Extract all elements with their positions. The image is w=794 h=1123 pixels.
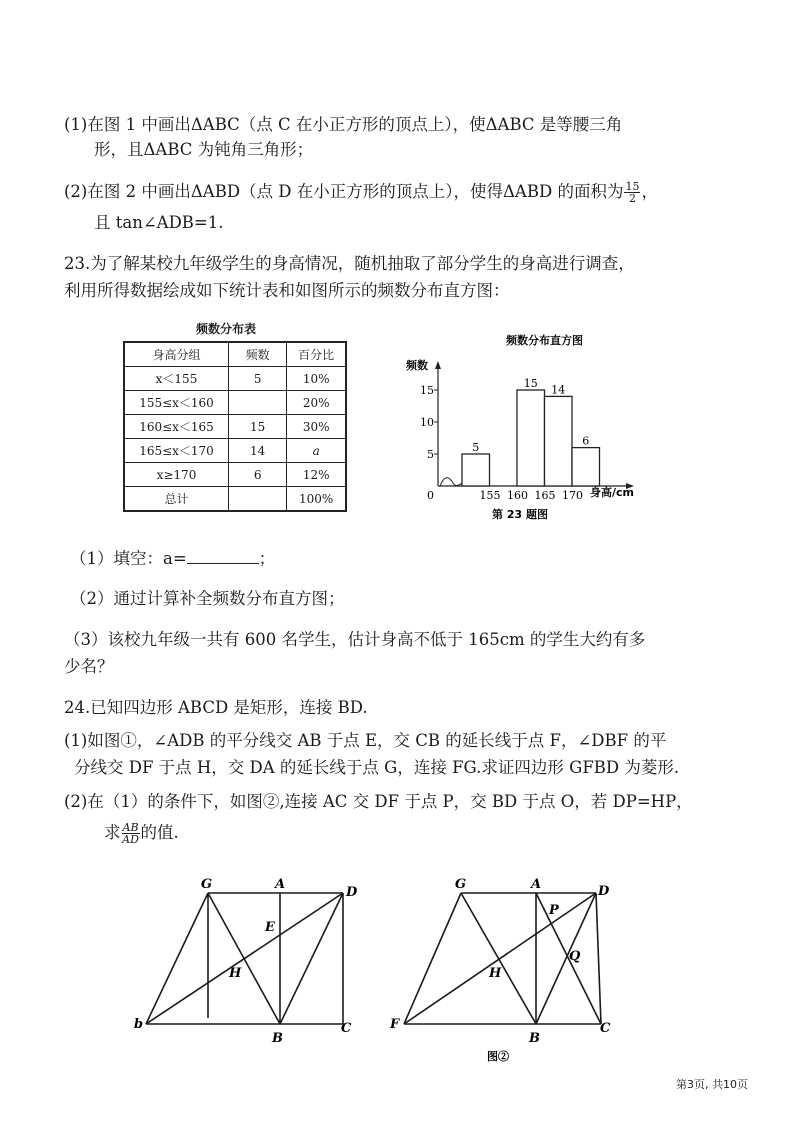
q22-part2-text: (2)在图 2 中画出ΔABD（点 D 在小正方形的顶点上），使得ΔABD 的面积为 xyxy=(64,182,624,201)
frequency-histogram xyxy=(400,325,650,525)
point-label-d: D xyxy=(598,884,610,899)
table-cell: 6 xyxy=(229,463,287,487)
table-cell: 30% xyxy=(287,415,346,439)
point-label-q: Q xyxy=(569,949,581,964)
point-label-b: B xyxy=(529,1031,540,1046)
table-title: 频数分布表 xyxy=(196,322,257,336)
fraction-ab-over-ad: $\frac{AB}{AD}$ xyxy=(122,821,139,846)
table-cell: 15 xyxy=(229,415,287,439)
histogram-bar xyxy=(462,454,490,486)
q24-intro: 24.已知四边形 ABCD 是矩形，连接 BD. xyxy=(64,698,368,717)
table-cell: 14 xyxy=(229,439,287,463)
table-row xyxy=(124,367,346,391)
table-row xyxy=(124,415,346,439)
y-tick-label: 10 xyxy=(420,416,434,429)
table-cell: 165≤x＜170 xyxy=(124,439,229,463)
origin-label: 0 xyxy=(427,489,434,502)
bar-value-label: 5 xyxy=(472,441,480,454)
figure-1-rhombus xyxy=(128,868,368,1048)
y-tick-label: 15 xyxy=(420,384,434,397)
table-cell: x≥170 xyxy=(124,463,229,487)
chart-y-label: 频数 xyxy=(406,359,428,372)
table-cell: 12% xyxy=(287,463,346,487)
point-label-g: G xyxy=(201,877,213,892)
frequency-table xyxy=(123,341,347,512)
q22-part2-line1: (2)在图 2 中画出ΔABD（点 D 在小正方形的顶点上），使得ΔABD 的面积为 $\frac{15}{2}$ ， xyxy=(64,180,658,205)
bar-value-label: 6 xyxy=(582,434,590,448)
q22-part1-line1: (1)在图 1 中画出ΔABC（点 C 在小正方形的顶点上），使ΔABC 是等腰三角 xyxy=(64,115,623,134)
point-label-a: A xyxy=(531,877,542,892)
table-cell: 100% xyxy=(287,487,346,512)
table-header: 频数 xyxy=(229,342,287,367)
q23-sub3-line2: 少名？ xyxy=(64,657,114,676)
x-tick-label: 170 xyxy=(562,489,583,502)
q22-part1-line2: 形，且ΔABC 为钝角三角形； xyxy=(94,140,314,159)
chart-x-label: 身高/cm xyxy=(590,486,634,499)
point-label-d: D xyxy=(346,885,358,900)
q24-part1-line1: (1)如图①，∠ADB 的平分线交 AB 于点 E，交 CB 的延长线于点 F，∠DBF 的平 xyxy=(64,731,667,750)
table-header: 身高分组 xyxy=(124,342,229,367)
q24-part1-line2: 分线交 DF 于点 H，交 DA 的延长线于点 G，连接 FG.求证四边形 GFBD 为菱形. xyxy=(74,758,680,777)
q23-intro-line1: 23.为了解某校九年级学生的身高情况，随机抽取了部分学生的身高进行调查， xyxy=(64,254,635,273)
q24-part2-line1: (2)在（1）的条件下，如图②,连接 AC 交 DF 于点 P，交 BD 于点 O，若 DP=HP， xyxy=(64,792,693,811)
answer-blank[interactable] xyxy=(187,547,259,564)
table-cell xyxy=(229,487,287,512)
table-row xyxy=(124,391,346,415)
table-cell: 20% xyxy=(287,391,346,415)
table-cell: 10% xyxy=(287,367,346,391)
point-label-g: G xyxy=(455,877,467,892)
point-label-p: P xyxy=(549,903,559,918)
table-cell: 5 xyxy=(229,367,287,391)
q23-sub1: （1）填空：a= ； xyxy=(70,549,276,568)
table-header-row xyxy=(124,342,346,367)
point-label-a: A xyxy=(275,877,286,892)
chart-caption: 第 23 题图 xyxy=(492,508,548,521)
page-number: 第3页, 共10页 xyxy=(676,1078,748,1091)
table-row xyxy=(124,463,346,487)
table-cell: a xyxy=(287,439,346,463)
x-tick-label: 160 xyxy=(507,489,528,502)
point-label-f: b xyxy=(134,1017,144,1032)
axis-break-mark xyxy=(440,478,462,486)
table-cell: 160≤x＜165 xyxy=(124,415,229,439)
figure-2-rhombus xyxy=(386,868,626,1068)
q24-part2-line2: 求 $\frac{AB}{AD}$ 的值. xyxy=(104,821,179,846)
table-header: 百分比 xyxy=(287,342,346,367)
table-cell: 总计 xyxy=(124,487,229,512)
q23-sub2: （2）通过计算补全频数分布直方图； xyxy=(70,589,345,608)
table-row xyxy=(124,487,346,512)
histogram-bar xyxy=(517,390,545,486)
x-tick-label: 155 xyxy=(479,489,501,502)
y-tick-label: 5 xyxy=(427,448,434,461)
histogram-bar xyxy=(572,448,600,486)
q23-sub3-line1: （3）该校九年级一共有 600 名学生，估计身高不低于 165cm 的学生大约有多 xyxy=(64,630,646,649)
table-cell xyxy=(229,391,287,415)
histogram-bar xyxy=(545,396,573,486)
point-label-h: H xyxy=(229,966,242,981)
table-cell: x＜155 xyxy=(124,367,229,391)
x-tick-label: 165 xyxy=(534,489,556,502)
y-axis-arrow xyxy=(435,361,441,369)
point-label-h: H xyxy=(489,966,502,981)
fraction-15-over-2: $\frac{15}{2}$ xyxy=(625,180,640,205)
table-row xyxy=(124,439,346,463)
figure-2-caption: 图② xyxy=(487,1050,509,1063)
chart-title: 频数分布直方图 xyxy=(506,334,583,347)
point-label-e: E xyxy=(265,920,275,935)
q22-part2-line2: 且 tan∠ADB=1. xyxy=(94,213,224,232)
bar-value-label: 14 xyxy=(551,383,566,397)
point-label-b: B xyxy=(272,1031,283,1046)
bar-value-label: 15 xyxy=(523,377,538,390)
q23-intro-line2: 利用所得数据绘成如下统计表和如图所示的频数分布直方图： xyxy=(64,281,510,300)
table-cell: 155≤x＜160 xyxy=(124,391,229,415)
point-label-c: C xyxy=(600,1021,611,1036)
point-label-c: C xyxy=(341,1021,352,1036)
point-label-f: F xyxy=(390,1017,400,1032)
